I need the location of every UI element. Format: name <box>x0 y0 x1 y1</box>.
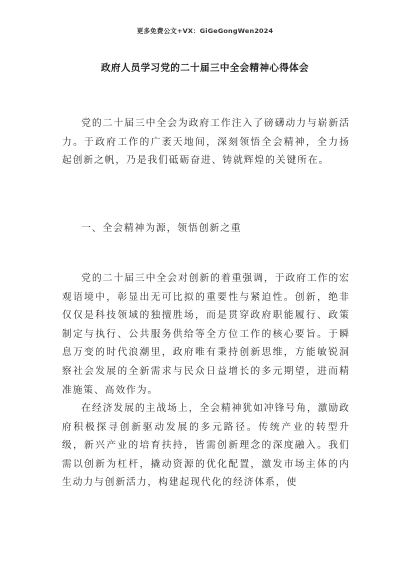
section-1-paragraph-2: 在经济发展的主战场上，全会精神犹如冲锋号角，激励政府积极探寻创新驱动发展的多元路径。传统产业的转型升级，新兴产业的培育扶持，皆需创新理念的深度融入。我们需以创新为杠杆，撬动资源的优化配置，激发市场主体的内生动力与创新活力，构建起现代化的经济体系，使 <box>62 403 350 489</box>
section-1-paragraph-1: 党的二十届三中全会对创新的着重强调，于政府工作的宏观语境中，彰显出无可比拟的重要性与紧迫性。创新，绝非仅仅是科技领域的独擅胜场，而是贯穿政府职能履行、政策制定与执行、公共服务供给等全方位工作的核心要旨。于瞬息万变的时代浪潮里，政府唯有秉持创新思维，方能敏锐洞察社会发展的全新需求与民众日益增长的多元期望，进而精准施策、高效作为。 <box>62 273 350 396</box>
header-note: 更多免费公文+VX：GiGeGongWen2024 <box>136 27 274 35</box>
section-heading-1: 一、全会精神为源，领悟创新之重 <box>81 223 242 234</box>
document-title: 政府人员学习党的二十届三中全会精神心得体会 <box>101 63 309 74</box>
intro-paragraph: 党的二十届三中全会为政府工作注入了磅礴动力与崭新活力。于政府工作的广袤天地间，深刻领悟全会精神，全力扬起创新之帆，乃是我们砥砺奋进、铸就辉煌的关键所在。 <box>62 118 350 167</box>
